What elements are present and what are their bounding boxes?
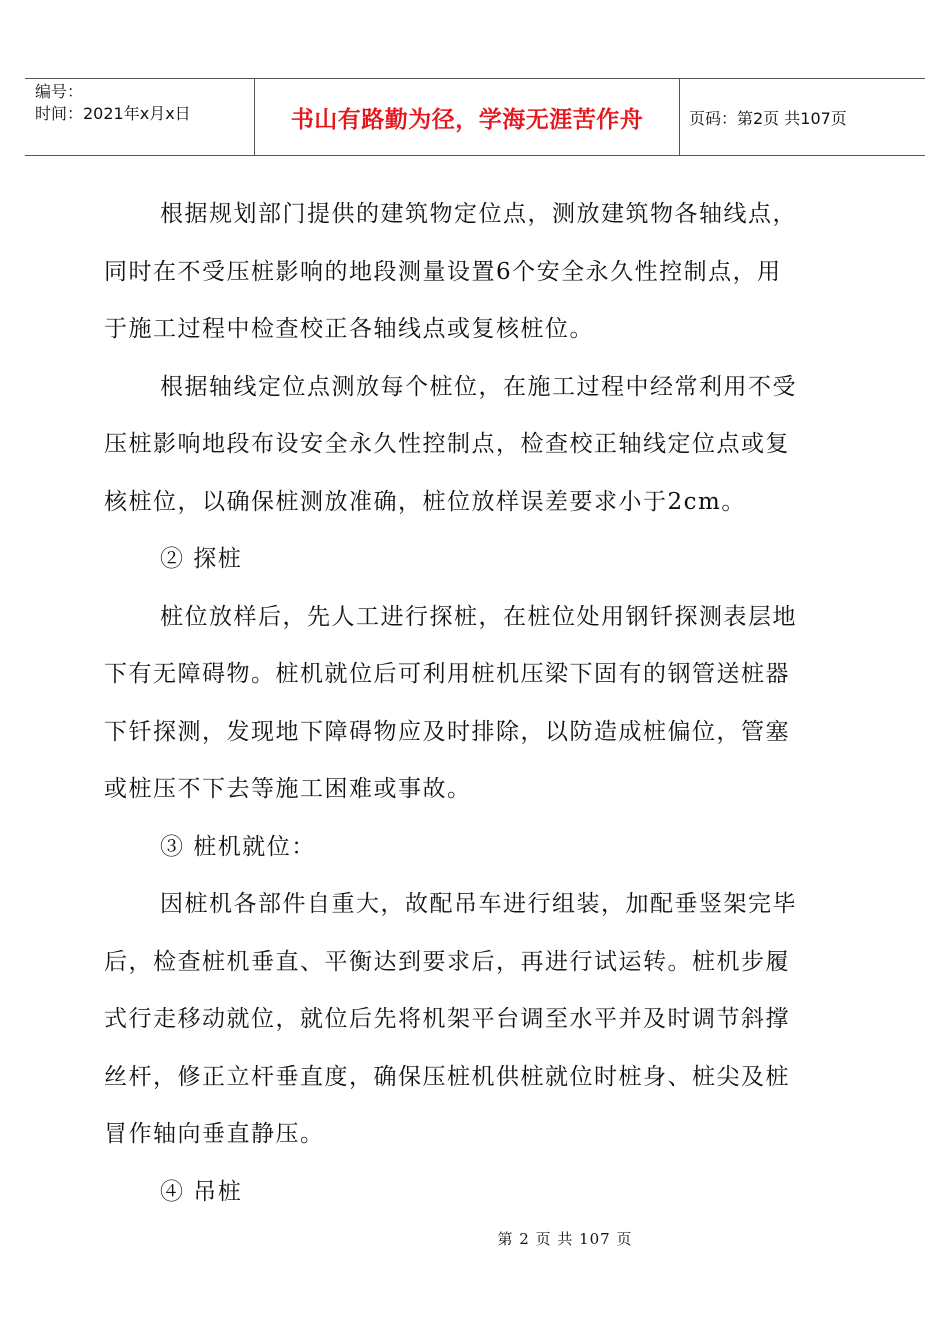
header-motto: 书山有路勤为径，学海无涯苦作舟 bbox=[290, 106, 644, 133]
text-line: 核桩位，以确保桩测放准确，桩位放样误差要求小于2cm。 bbox=[104, 488, 746, 515]
text-line: 丝杆，修正立杆垂直度，确保压桩机供桩就位时桩身、桩尖及桩 bbox=[104, 1063, 790, 1090]
document-number-label: 编号： bbox=[35, 82, 84, 101]
header-meta bbox=[35, 81, 191, 125]
text-line: 同时在不受压桩影响的地段测量设置6个安全永久性控制点，用 bbox=[104, 258, 782, 285]
text-line: 式行走移动就位，就位后先将机架平台调至水平并及时调节斜撑 bbox=[104, 1006, 790, 1032]
text-line: 下有无障碍物。桩机就位后可利用桩机压梁下固有的钢管送桩器 bbox=[104, 661, 790, 687]
header-divider bbox=[679, 79, 680, 155]
body-text bbox=[104, 186, 849, 1221]
header-page-info: 页码：第2页 共107页 bbox=[689, 108, 847, 128]
text-line: 下钎探测，发现地下障碍物应及时排除，以防造成桩偏位，管塞 bbox=[104, 718, 790, 745]
page-footer bbox=[0, 1228, 950, 1249]
text-line: 冒作轴向垂直静压。 bbox=[104, 1121, 325, 1147]
text-line: 压桩影响地段布设安全永久性控制点，检查校正轴线定位点或复 bbox=[104, 431, 790, 457]
text-line: 因桩机各部件自重大，故配吊车进行组装，加配垂竖架完毕 bbox=[160, 891, 797, 917]
document-time-label: 时间：2021年x月x日 bbox=[35, 104, 191, 123]
text-line: ③ 桩机就位： bbox=[160, 833, 316, 860]
text-line: ④ 吊桩 bbox=[160, 1178, 243, 1205]
text-line: 根据规划部门提供的建筑物定位点，测放建筑物各轴线点， bbox=[160, 201, 797, 227]
text-line: 于施工过程中检查校正各轴线点或复核桩位。 bbox=[104, 316, 594, 342]
page-header bbox=[25, 78, 925, 156]
text-line: 后，检查桩机垂直、平衡达到要求后，再进行试运转。桩机步履 bbox=[104, 948, 790, 975]
footer-page-number: 第 2 页 共 107 页 bbox=[497, 1230, 633, 1248]
text-line: 或桩压不下去等施工困难或事故。 bbox=[104, 776, 472, 802]
text-line: ② 探桩 bbox=[160, 546, 243, 572]
text-line: 根据轴线定位点测放每个桩位，在施工过程中经常利用不受 bbox=[160, 373, 797, 400]
text-line: 桩位放样后，先人工进行探桩，在桩位处用钢钎探测表层地 bbox=[160, 603, 797, 630]
